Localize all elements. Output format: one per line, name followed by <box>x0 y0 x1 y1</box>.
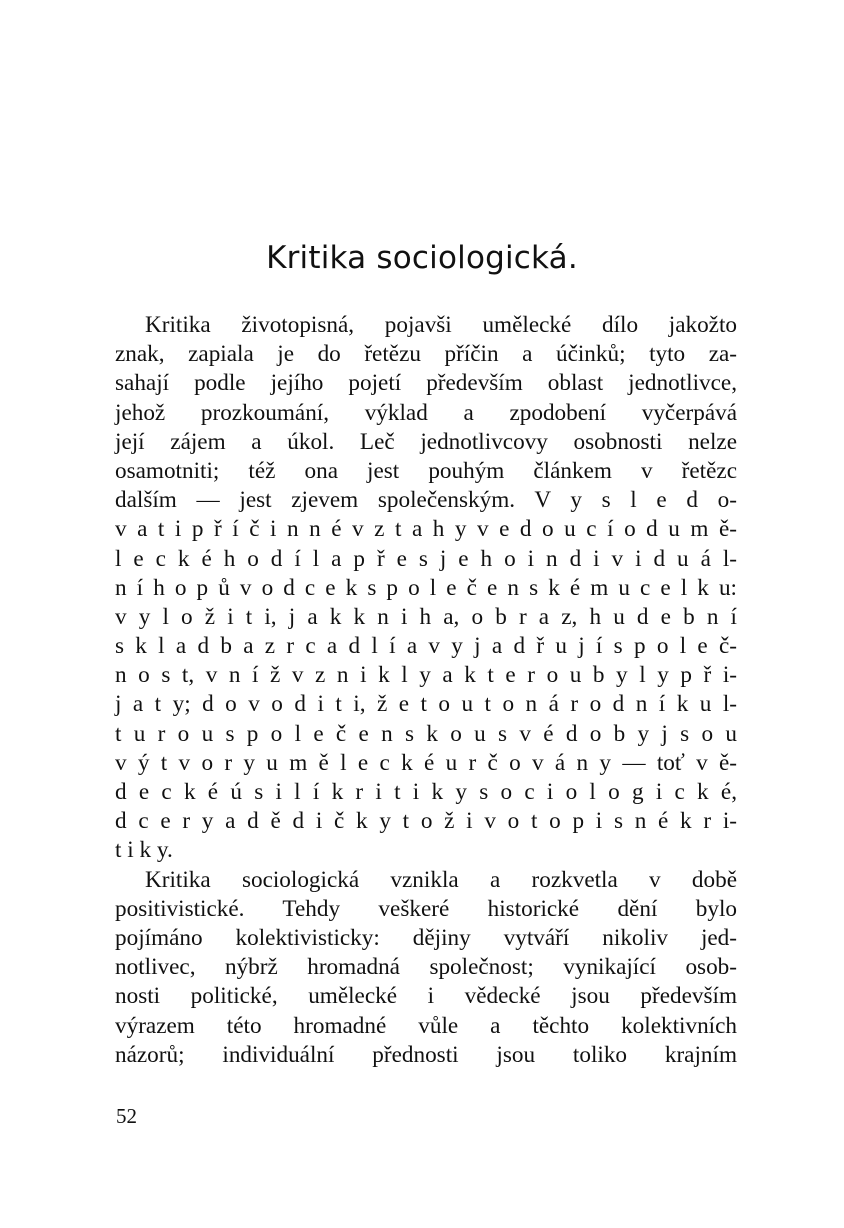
text-line: pojímáno kolektivisticky: dějiny vytváří nikoliv jed- <box>115 924 737 951</box>
body-text <box>115 311 737 1070</box>
text-line: osamotniti; též ona jest pouhým článkem v řetězc <box>115 457 737 484</box>
chapter-title: Kritika sociologická. <box>266 240 578 276</box>
text-line: její zájem a úkol. Leč jednotlivcovy osobnosti nelze <box>115 428 737 455</box>
text-line: t i k y. <box>115 837 173 864</box>
text-line: s k l a d b a z r c a d l í a v y j a d ř u j í s p o l e č- <box>115 633 737 660</box>
page-number: 52 <box>116 1104 137 1128</box>
text-line: Kritika životopisná, pojavši umělecké dílo jakožto <box>145 312 737 338</box>
text-line: n o s t, v n í ž v z n i k l y a k t e r o u b y l y p ř i- <box>115 662 737 689</box>
text-line: Kritika sociologická vznikla a rozkvetla v době <box>145 866 737 893</box>
text-line: znak, zapiala je do řetězu příčin a účinků; tyto za- <box>115 341 737 368</box>
paragraph-1 <box>115 311 737 866</box>
text-line: sahají podle jejího pojetí především oblast jednotlivce, <box>115 370 737 397</box>
text-line: j a t y; d o v o d i t i, ž e t o u t o n á r o d n í k u l- <box>115 691 737 718</box>
text-line: l e c k é h o d í l a p ř e s j e h o i n d i v i d u á l- <box>115 545 737 572</box>
text-line: notlivec, nýbrž hromadná společnost; vynikající osob- <box>115 954 737 981</box>
text-line: názorů; individuální přednosti jsou toliko krajním <box>115 1041 737 1068</box>
text-line: positivistické. Tehdy veškeré historické dění bylo <box>115 895 737 922</box>
text-line: jehož prozkoumání, výklad a zpodobení vyčerpává <box>115 399 737 426</box>
text-line: d e c k é ú s i l í k r i t i k y s o c i o l o g i c k é, <box>115 779 737 805</box>
paragraph-2 <box>115 866 737 1070</box>
text-line: v y l o ž i t i, j a k k n i h a, o b r a z, h u d e b n í <box>115 603 737 630</box>
text-line: d c e r y a d ě d i č k y t o ž i v o t o p i s n é k r i- <box>115 808 737 835</box>
text-line: dalším — jest zjevem společenským. V y s l e d o- <box>115 487 737 514</box>
text-line: výrazem této hromadné vůle a těchto kolektivních <box>115 1012 737 1039</box>
text-line: n í h o p ů v o d c e k s p o l e č e n s k é m u c e l k u: <box>115 574 737 601</box>
text-line: v a t i p ř í č i n n é v z t a h y v e d o u c í o d u m ě- <box>115 516 737 543</box>
text-line: t u r o u s p o l e č e n s k o u s v é d o b y j s o u <box>115 720 737 747</box>
text-line: nosti politické, umělecké i vědecké jsou především <box>115 983 737 1010</box>
text-line: v ý t v o r y u m ě l e c k é u r č o v á n y — toť v ě- <box>115 749 737 776</box>
